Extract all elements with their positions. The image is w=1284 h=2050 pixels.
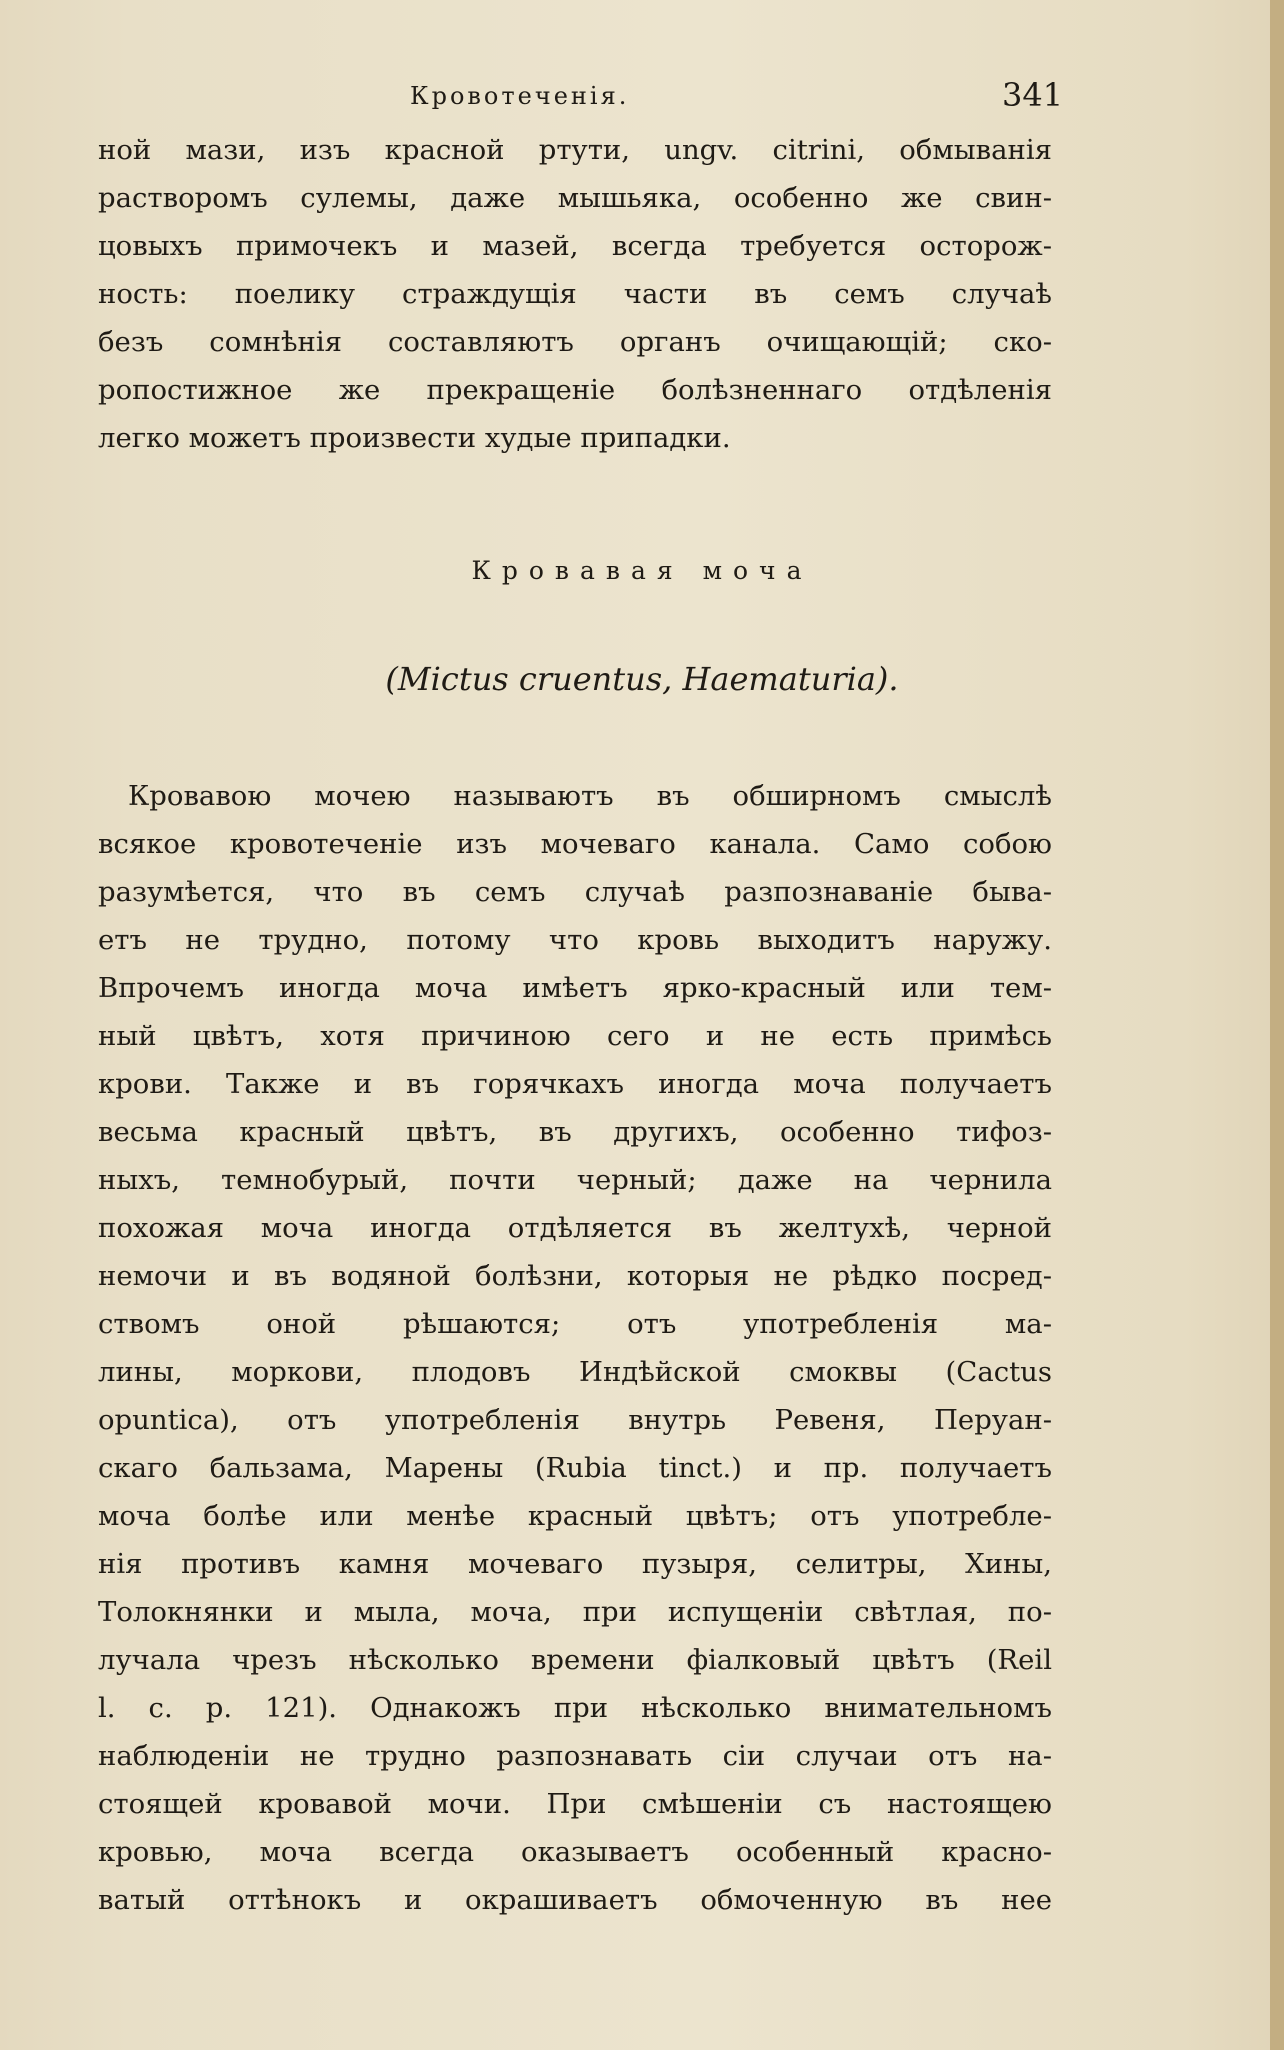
text-line: ропостижное же прекращеніе болѣзненнаго отдѣленія (98, 374, 1052, 406)
text-line: похожая моча иногда отдѣляется въ желтухѣ, черной (98, 1212, 1052, 1244)
text-line: етъ не трудно, потому что кровь выходитъ наружу. (98, 924, 1052, 956)
text-line: кровью, моча всегда оказываетъ особенный красно- (98, 1836, 1052, 1868)
text-line: лучала чрезъ нѣсколько времени фіалковый цвѣтъ (Reil (98, 1644, 1052, 1676)
text-line: opuntica), отъ употребленія внутрь Ревеня, Перуан- (98, 1404, 1052, 1436)
text-line: растворомъ сулемы, даже мышьяка, особенно же свин- (98, 182, 1052, 214)
text-line: разумѣется, что въ семъ случаѣ разпознаваніе быва- (98, 876, 1052, 908)
section-subheading: (Mictus cruentus, Haematuria). (385, 660, 899, 698)
running-title: Кровотеченія. (410, 82, 630, 110)
text-line: l. c. p. 121). Однакожъ при нѣсколько внимательномъ (98, 1692, 1052, 1724)
text-line: ность: поелику страждущія части въ семъ случаѣ (98, 278, 1052, 310)
text-line: Толокнянки и мыла, моча, при испущеніи свѣтлая, по- (98, 1596, 1052, 1628)
text-line: крови. Также и въ горячкахъ иногда моча получаетъ (98, 1068, 1052, 1100)
text-line: немочи и въ водяной болѣзни, которыя не рѣдко посред- (98, 1260, 1052, 1292)
section-heading: Кровавая моча (471, 556, 813, 585)
page-edge (1270, 0, 1284, 2050)
text-line: цовыхъ примочекъ и мазей, всегда требуется осторож- (98, 230, 1052, 262)
text-line: наблюденіи не трудно разпознавать сіи случаи отъ на- (98, 1740, 1052, 1772)
text-line: скаго бальзама, Марены (Rubia tinct.) и пр. получаетъ (98, 1452, 1052, 1484)
text-line: Кровавою мочею называютъ въ обширномъ смыслѣ (128, 780, 1052, 812)
paragraph-continued (98, 126, 1052, 462)
text-line: ныхъ, темнобурый, почти черный; даже на чернила (98, 1164, 1052, 1196)
running-head (0, 76, 1284, 122)
paragraph-main (98, 772, 1052, 1924)
text-line: стоящей кровавой мочи. При смѣшеніи съ настоящею (98, 1788, 1052, 1820)
text-line: ватый оттѣнокъ и окрашиваетъ обмоченную въ нее (98, 1884, 1052, 1916)
text-line: легко можетъ произвести худые припадки. (98, 422, 731, 454)
text-line: весьма красный цвѣтъ, въ другихъ, особенно тифоз- (98, 1116, 1052, 1148)
text-line: всякое кровотеченіе изъ мочеваго канала. Само собою (98, 828, 1052, 860)
text-line: ный цвѣтъ, хотя причиною сего и не есть примѣсь (98, 1020, 1052, 1052)
text-line: безъ сомнѣнія составляютъ органъ очищающій; ско- (98, 326, 1052, 358)
text-line: лины, моркови, плодовъ Индѣйской смоквы (Cactus (98, 1356, 1052, 1388)
text-line: ной мази, изъ красной ртути, ungv. citrini, обмыванія (98, 134, 1052, 166)
text-line: моча болѣе или менѣе красный цвѣтъ; отъ употребле- (98, 1500, 1052, 1532)
page-number: 341 (1002, 76, 1064, 114)
text-line: нія противъ камня мочеваго пузыря, селитры, Хины, (98, 1548, 1052, 1580)
text-line: ствомъ оной рѣшаются; отъ употребленія ма- (98, 1308, 1052, 1340)
text-line: Впрочемъ иногда моча имѣетъ ярко-красный или тем- (98, 972, 1052, 1004)
